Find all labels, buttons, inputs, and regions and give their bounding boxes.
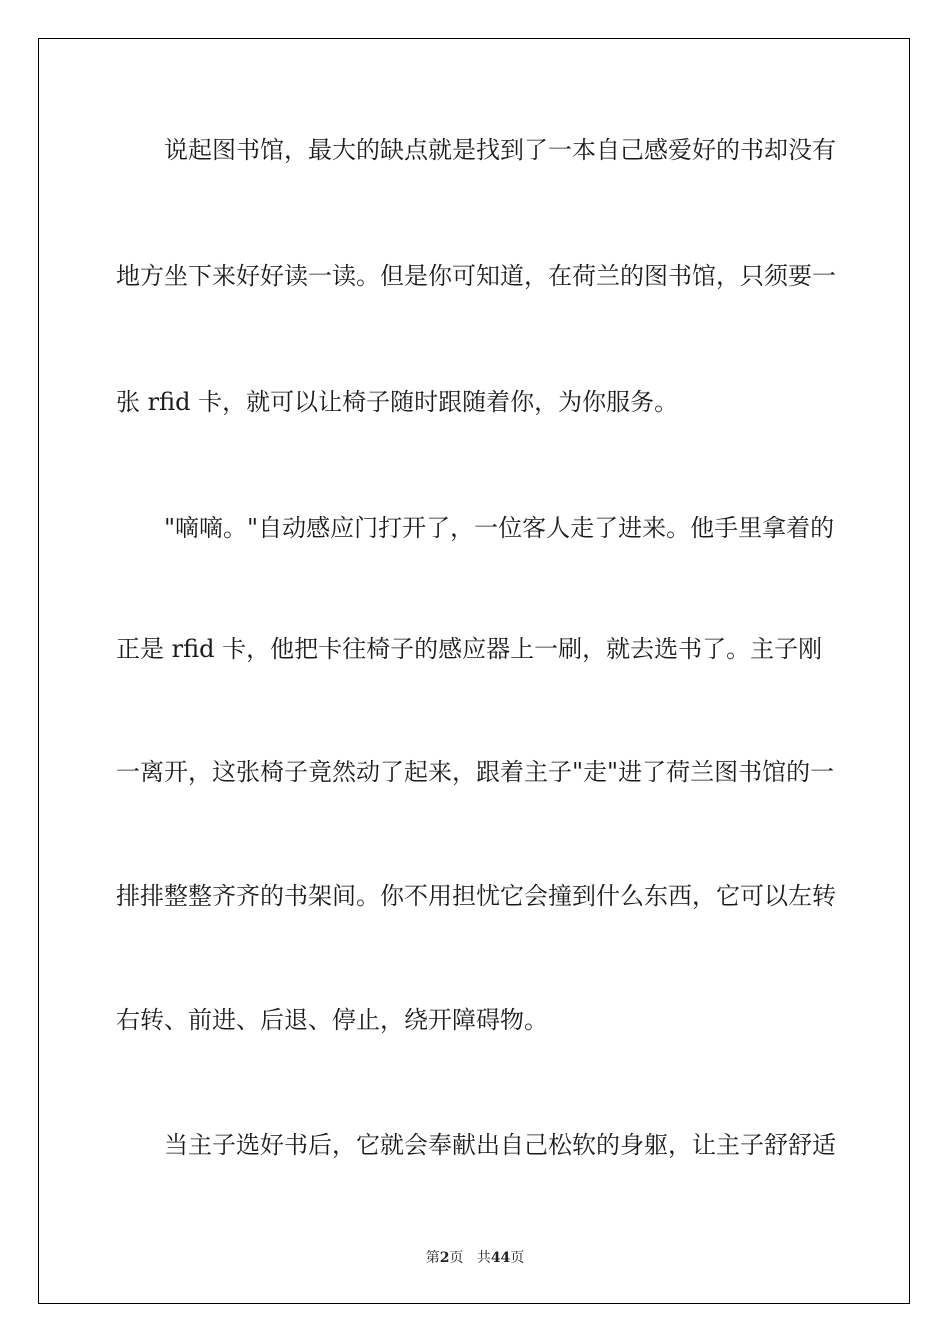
total-pages: 44 bbox=[490, 1250, 511, 1266]
paragraph-1-line-1: 说起图书馆，最大的缺点就是找到了一本自己感爱好的书却没有 bbox=[164, 136, 836, 164]
total-prefix: 共 bbox=[476, 1250, 491, 1266]
paragraph-2-line-2: 正是 rfid 卡，他把卡往椅子的感应器上一刷，就去选书了。主子刚 bbox=[116, 635, 823, 663]
paragraph-3-line-1: 当主子选好书后，它就会奉献出自己松软的身躯，让主子舒舒适 bbox=[164, 1131, 836, 1159]
paragraph-2-line-3: 一离开，这张椅子竟然动了起来，跟着主子"走"进了荷兰图书馆的一 bbox=[116, 758, 835, 786]
paragraph-1-line-3: 张 rfid 卡，就可以让椅子随时跟随着你，为你服务。 bbox=[116, 388, 679, 416]
page-number: 2 bbox=[439, 1250, 450, 1266]
page-border bbox=[38, 38, 910, 1304]
page-prefix: 第 bbox=[425, 1250, 440, 1266]
paragraph-2-line-1: "嘀嘀。"自动感应门打开了，一位客人走了进来。他手里拿着的 bbox=[164, 514, 835, 542]
page-suffix: 页 bbox=[449, 1250, 464, 1266]
paragraph-1-line-2: 地方坐下来好好读一读。但是你可知道，在荷兰的图书馆，只须要一 bbox=[116, 262, 836, 290]
page-footer bbox=[0, 1247, 950, 1267]
total-suffix: 页 bbox=[510, 1250, 525, 1266]
paragraph-2-line-4: 排排整整齐齐的书架间。你不用担忧它会撞到什么东西，它可以左转 bbox=[116, 882, 836, 910]
paragraph-2-line-5: 右转、前进、后退、停止，绕开障碍物。 bbox=[116, 1006, 548, 1034]
